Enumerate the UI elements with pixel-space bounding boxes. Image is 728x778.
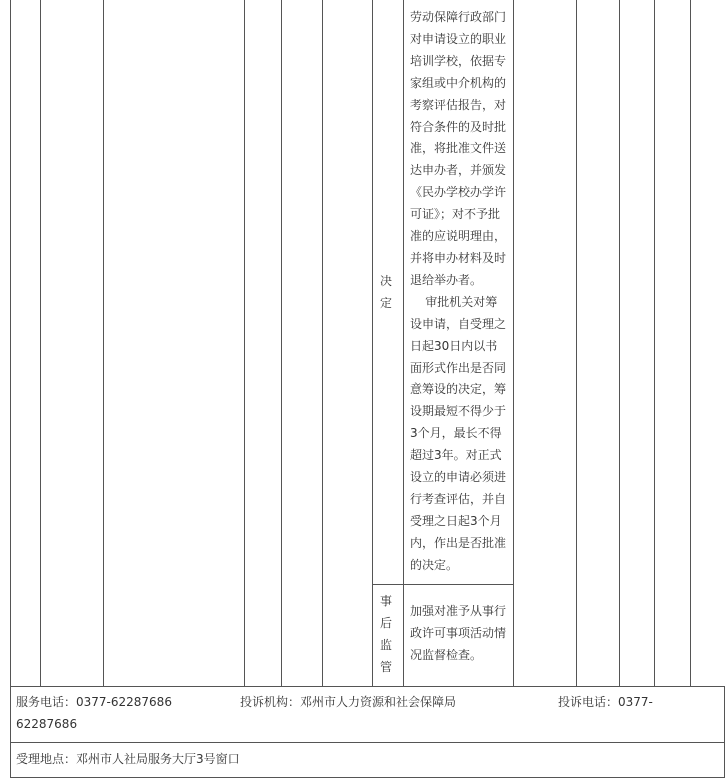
service-phone: 0377-62287686 bbox=[76, 695, 172, 709]
col-line bbox=[40, 0, 41, 686]
frame-line bbox=[724, 686, 725, 778]
frame-line bbox=[10, 686, 11, 778]
row-line bbox=[372, 584, 514, 585]
complaint-phone-label: 投诉电话： bbox=[558, 695, 619, 709]
location-label: 受理地点： bbox=[16, 752, 77, 766]
decision-content: 劳动保障行政部门对申请设立的职业培训学校，依据专家组或中介机构的考察评估报告，对符合条件的及时批准，将批准文件送达申办者，并颁发《民办学校办学许可证》；对不予批准的应说明理由，并将申办材料及时退给举办者。 审批机关对筹设申请，自受理之日起30日内以书面形式作出是否同意筹设的决定，筹设期最短不得少于3个月，最长不得超过3年。对正式设立的申请必须进行考查评估，并自受理之日起3个月内，作出是否批准的决定。 bbox=[410, 10, 507, 572]
col-line bbox=[576, 0, 577, 686]
complaint-org: 邓州市人力资源和社会保障局 bbox=[300, 695, 457, 709]
supervision-label: 事后监管 bbox=[379, 594, 392, 674]
decision-label: 决定 bbox=[379, 274, 392, 310]
col-line bbox=[619, 0, 620, 686]
row-line bbox=[10, 686, 725, 687]
col-line bbox=[654, 0, 655, 686]
col-line bbox=[244, 0, 245, 686]
location: 邓州市人社局服务大厅3号窗口 bbox=[76, 752, 240, 766]
row-line bbox=[10, 742, 725, 743]
col-line bbox=[281, 0, 282, 686]
service-phone-label: 服务电话： bbox=[16, 695, 77, 709]
col-line bbox=[322, 0, 323, 686]
complaint-phone: 0377- 62287686 bbox=[16, 695, 653, 731]
col-line bbox=[690, 0, 691, 686]
complaint-org-label: 投诉机构： bbox=[240, 695, 301, 709]
col-line bbox=[10, 0, 11, 686]
col-line bbox=[103, 0, 104, 686]
supervision-content: 加强对准予从事行政许可事项活动情况监督检查。 bbox=[410, 604, 507, 662]
